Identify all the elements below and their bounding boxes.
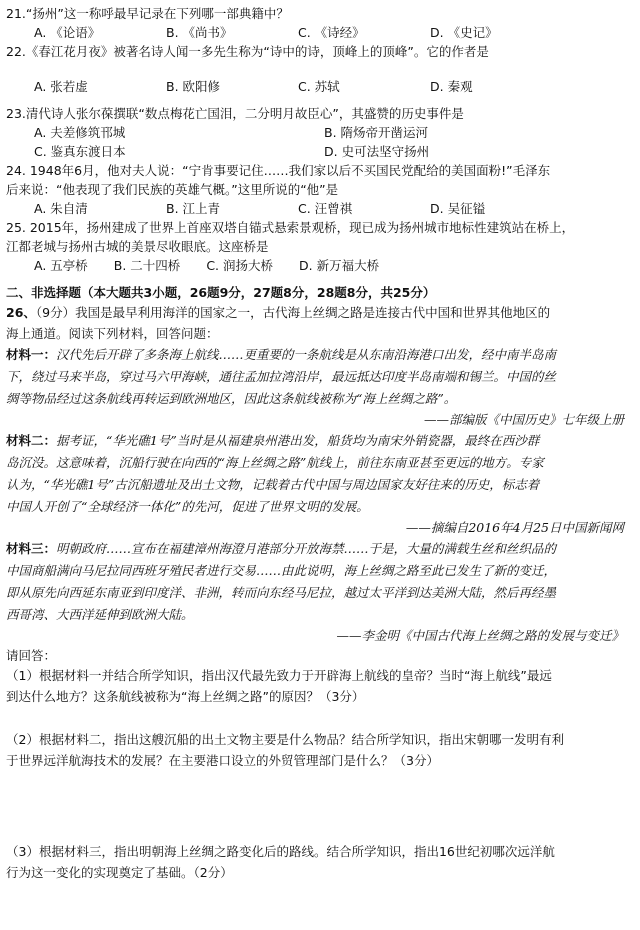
- q26-intro-line1: [6, 302, 634, 323]
- q25-stem-line1: 25. 2015年，扬州建成了世界上首座双塔自锚式悬索景观桥，现已成为扬州城市地标性建筑站在桥上，: [6, 220, 575, 235]
- q21-option-d: D. 《史记》: [430, 25, 498, 40]
- q26-ask: 请回答：: [6, 648, 57, 663]
- q23-option-b: B. 隋炀帝开凿运河: [324, 125, 429, 140]
- q23-options-row1: [6, 123, 634, 142]
- q22-option-b: B. 欧阳修: [166, 79, 221, 94]
- q23-options-row2: [6, 142, 634, 161]
- q25-stem-line2: 江都老城与扬州古城的美景尽收眼底。这座桥是: [6, 239, 269, 254]
- material3-label: 材料三：: [6, 541, 57, 556]
- q24-options: [6, 199, 634, 218]
- material1-text1: 汉代先后开辟了多条海上航线……更重要的一条航线是从东南沿海港口出发，经中南半岛南: [56, 347, 557, 362]
- q22-option-a: A. 张若虚: [34, 79, 88, 94]
- material3-line1: [6, 538, 634, 560]
- material1-line2: 下，绕过马来半岛，穿过马六甲海峡，通往孟加拉湾沿岸，最远抵达印度半岛南端和锡兰。中国的丝: [6, 369, 557, 384]
- section2-title: 二、非选择题（本大题共3小题，26题9分，27题8分，28题8分，共25分）: [6, 285, 436, 300]
- q25-option-d: D. 新万福大桥: [299, 258, 380, 273]
- q24-option-b: B. 江上青: [166, 201, 221, 216]
- q23-option-c: C. 鉴真东渡日本: [34, 144, 126, 159]
- q26-sub2-line1: （2）根据材料二，指出这艘沉船的出土文物主要是什么物品？结合所学知识，指出宋朝哪一发明有利: [6, 732, 564, 747]
- q26-number: 26、: [6, 305, 36, 320]
- material2-line2: 岛沉没。这意味着，沉船行驶在向西的“海上丝绸之路”航线上，前往东南亚甚至更远的地方。专家: [6, 455, 544, 470]
- material3-line4: 西哥湾、大西洋延伸到欧洲大陆。: [6, 607, 194, 622]
- q22-stem: 22.《春江花月夜》被著名诗人闻一多先生称为“诗中的诗，顶峰上的顶峰”。它的作者是: [6, 44, 489, 59]
- q23-option-a: A. 夫差修筑邗城: [34, 125, 126, 140]
- material2-text1: 据考证，“华光礁1号”当时是从福建泉州港出发，船货均为南宋外销瓷器，最终在西沙群: [56, 433, 540, 448]
- q22-option-d: D. 秦观: [430, 79, 473, 94]
- q26-sub1-line1: （1）根据材料一并结合所学知识，指出汉代最先致力于开辟海上航线的皇帝？当时“海上航线”最远: [6, 668, 552, 683]
- material1-line3: 绸等物品经过这条航线再转运到欧洲地区，因此这条航线被称为“海上丝绸之路”。: [6, 391, 457, 406]
- q26-sub2-line2: 于世界远洋航海技术的发展？在主要港口设立的外贸管理部门是什么？（3分）: [6, 753, 439, 768]
- q21-stem: 21.“扬州”这一称呼最早记录在下列哪一部典籍中？: [6, 6, 289, 21]
- material2-line3: 认为，“华光礁1号”古沉船遗址及出土文物，记载着古代中国与周边国家友好往来的历史，标志着: [6, 477, 540, 492]
- q22-option-c: C. 苏轼: [298, 79, 340, 94]
- answer-space-2: [6, 771, 634, 841]
- q24-option-c: C. 汪曾祺: [298, 201, 353, 216]
- q24-stem-line2: 后来说：“他表现了我们民族的英雄气概。”这里所说的“他”是: [6, 182, 339, 197]
- material3-text1: 明朝政府……宣布在福建漳州海澄月港部分开放海禁……于是，大量的满载生丝和丝织品的: [56, 541, 557, 556]
- q25-options: [6, 256, 634, 275]
- material2-line4: 中国人开创了“全球经济一体化”的先河，促进了世界文明的发展。: [6, 499, 369, 514]
- material3-line3: 即从原先向西延东南亚到印度洋、非洲，转而向东经马尼拉，越过太平洋到达美洲大陆，然后再经墨: [6, 585, 557, 600]
- q24-stem-line1: 24. 1948年6月，他对夫人说：“宁肯事要记住……我们家以后不买国民党配给的美国面粉!”毛泽东: [6, 163, 551, 178]
- material1-label: 材料一：: [6, 347, 57, 362]
- q25-option-a: A. 五亭桥: [34, 258, 88, 273]
- q22-options: [6, 77, 634, 96]
- q25-option-c: C. 润扬大桥: [206, 258, 273, 273]
- q24-option-d: D. 吴征镒: [430, 201, 486, 216]
- answer-space-1: [6, 707, 634, 729]
- material3-source: ——李金明《中国古代海上丝绸之路的发展与变迁》: [336, 628, 624, 643]
- material3-line2: 中国商船满向马尼拉同西班牙殖民者进行交易……由此说明，海上丝绸之路至此已发生了新的变迁，: [6, 563, 557, 578]
- q26-sub3-line2: 行为这一变化的实现奠定了基础。（2分）: [6, 865, 233, 880]
- q23-stem: 23.清代诗人张尔葆撰联“数点梅花亡国泪，二分明月故臣心”，其盛赞的历史事件是: [6, 106, 464, 121]
- q26-sub3-line1: （3）根据材料三，指出明朝海上丝绸之路变化后的路线。结合所学知识，指出16世纪初哪次远洋航: [6, 844, 555, 859]
- q26-sub1-line2: 到达什么地方？这条航线被称为“海上丝绸之路”的原因？（3分）: [6, 689, 365, 704]
- q21-option-b: B. 《尚书》: [166, 25, 233, 40]
- q24-option-a: A. 朱自清: [34, 201, 88, 216]
- q21-option-c: C. 《诗经》: [298, 25, 365, 40]
- q21-options: [6, 23, 634, 42]
- q23-option-d: D. 史可法坚守扬州: [324, 144, 430, 159]
- material2-line1: [6, 430, 634, 452]
- q25-option-b: B. 二十四桥: [113, 258, 181, 273]
- q21-option-a: A. 《论语》: [34, 25, 101, 40]
- q26-intro-text1: （9分）我国是最早利用海洋的国家之一，古代海上丝绸之路是连接古代中国和世界其他地区的: [35, 305, 551, 320]
- material1-source: ——部编版《中国历史》七年级上册: [423, 412, 624, 427]
- material1-line1: [6, 344, 634, 366]
- material2-label: 材料二：: [6, 433, 57, 448]
- q26-intro-line2: 海上通道。阅读下列材料，回答问题：: [6, 326, 219, 341]
- material2-source: ——摘编自2016年4月25日中国新闻网: [405, 520, 624, 535]
